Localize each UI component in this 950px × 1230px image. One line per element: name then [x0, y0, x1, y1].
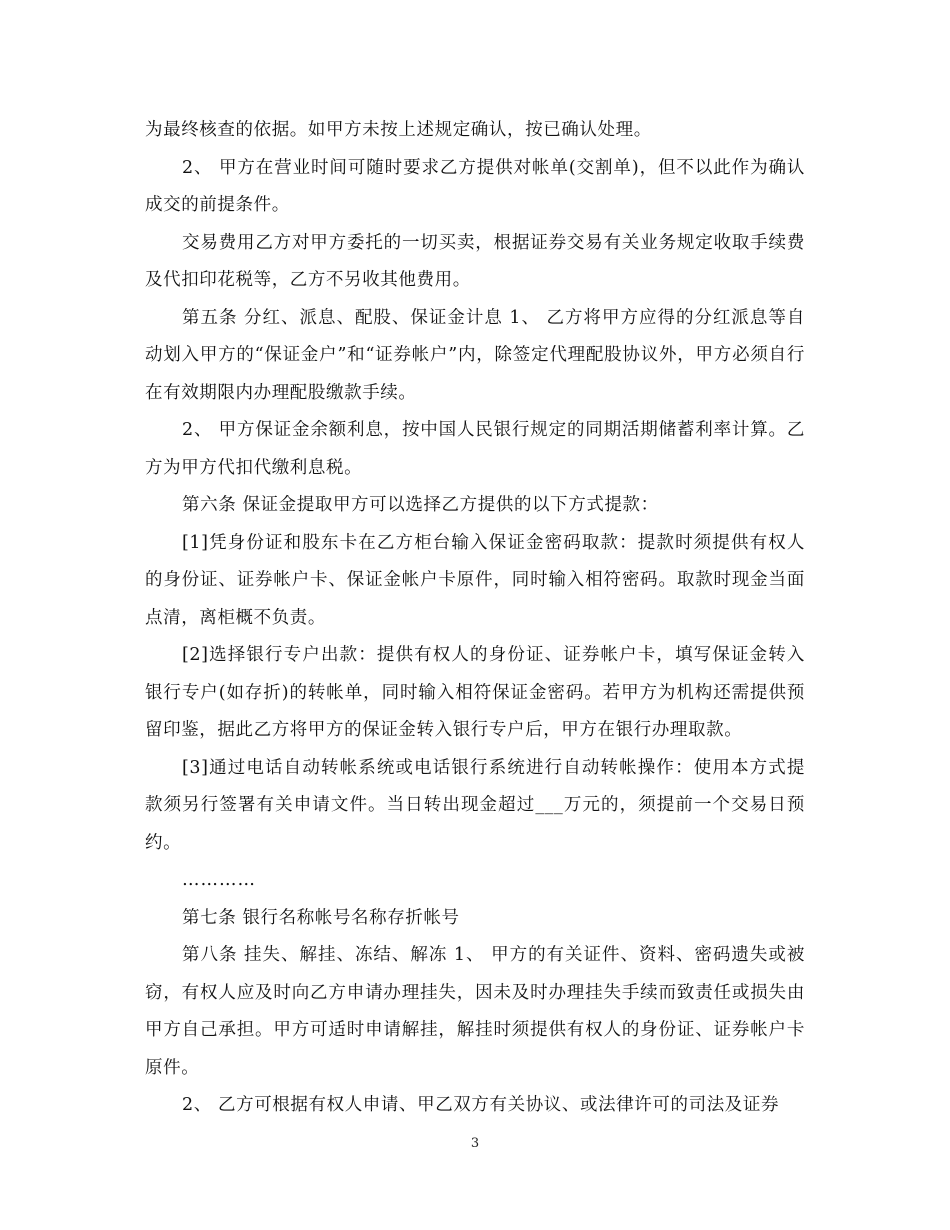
- paragraph-3: 交易费用乙方对甲方委托的一切买卖，根据证券交易有关业务规定收取手续费及代扣印花税等，乙方不另收其他费用。: [145, 232, 805, 290]
- paragraph-article-8: 第八条 挂失、解挂、冻结、解冻 1、 甲方的有关证件、资料、密码遗失或被窃，有权人应及时向乙方申请办理挂失，因未及时办理挂失手续而致责任或损失由甲方自己承担。甲方可适时申请解挂，解挂时须提供有权人的身份证、证券帐户卡原件。: [145, 945, 805, 1078]
- ellipsis-line: …………: [182, 870, 256, 890]
- paragraph-article-6: 第六条 保证金提取甲方可以选择乙方提供的以下方式提款：: [182, 495, 659, 515]
- page-number: 3: [470, 1136, 480, 1151]
- paragraph-5: 2、 甲方保证金余额利息，按中国人民银行规定的同期活期储蓄利率计算。乙方为甲方代扣代缴利息税。: [145, 420, 805, 478]
- paragraph-option-2: [2]选择银行专户出款：提供有权人的身份证、证券帐户卡，填写保证金转入银行专户(如存折)的转帐单，同时输入相符保证金密码。若甲方为机构还需提供预留印鉴，据此乙方将甲方的保证金转入银行专户后，甲方在银行办理取款。: [145, 645, 805, 740]
- paragraph-2: 2、 甲方在营业时间可随时要求乙方提供对帐单(交割单)，但不以此作为确认成交的前提条件。: [145, 157, 805, 215]
- paragraph-article-7: 第七条 银行名称帐号名称存折帐号: [182, 907, 460, 928]
- paragraph-8-2: 2、 乙方可根据有权人申请、甲乙双方有关协议、或法律许可的司法及证券: [182, 1095, 780, 1115]
- paragraph-option-1: [1]凭身份证和股东卡在乙方柜台输入保证金密码取款：提款时须提供有权人的身份证、证券帐户卡、保证金帐户卡原件，同时输入相符密码。取款时现金当面点清，离柜概不负责。: [145, 532, 805, 628]
- paragraph-1: 为最终核查的依据。如甲方未按上述规定确认，按已确认处理。: [145, 120, 652, 140]
- paragraph-article-5: 第五条 分红、派息、配股、保证金计息 1、 乙方将甲方应得的分红派息等自动划入甲方的“保证金户”和“证券帐户”内，除签定代理配股协议外，甲方必须自行在有效期限内办理配股缴款手续。: [145, 307, 805, 403]
- paragraph-option-3: [3]通过电话自动转帐系统或电话银行系统进行自动转帐操作：使用本方式提款须另行签署有关申请文件。当日转出现金超过___万元的，须提前一个交易日预约。: [145, 757, 805, 853]
- document-body: [145, 112, 805, 1125]
